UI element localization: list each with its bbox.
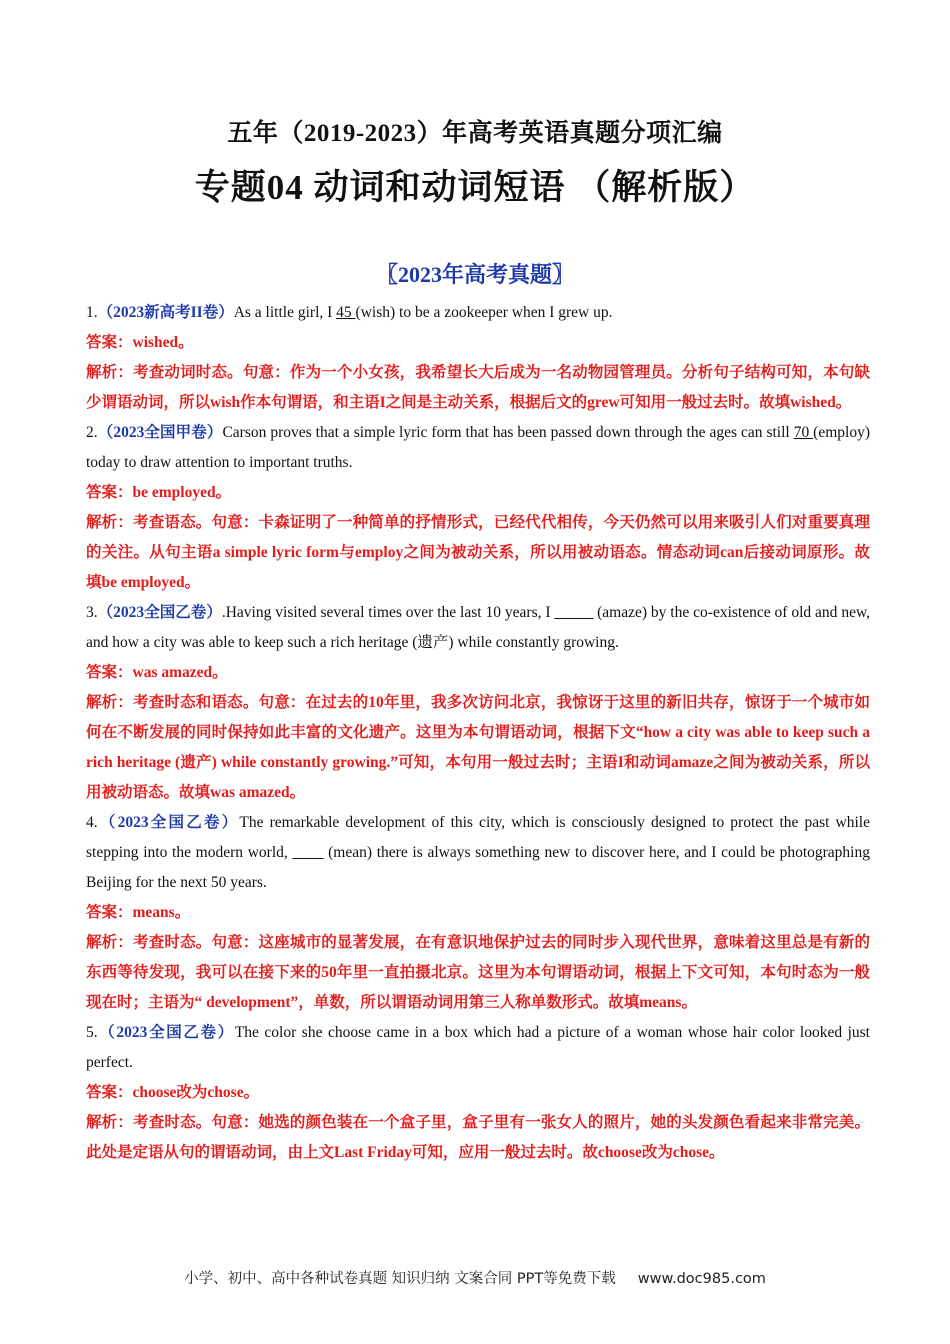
question-item	[86, 808, 870, 1018]
question-text	[86, 298, 870, 328]
question-number: 1.	[86, 304, 98, 321]
question-source: （2023全国甲卷）	[97, 424, 223, 441]
analysis-text: 解析：考查时态。句意：这座城市的显著发展，在有意识地保护过去的同时步入现代世界，意味着这里总是有新的东西等待发现，我可以在接下来的50年里一直拍摄北京。这里为本句谓语动词，根据上下文可知，本句时态为一般现在时；主语为“ development”，单数，所以谓语动词用第三人称单数形式。故填means。	[86, 934, 870, 1011]
question-text	[86, 418, 870, 478]
question-source: （2023全国乙卷）	[97, 1024, 235, 1041]
answer-line: 答案：choose改为chose。	[86, 1084, 260, 1101]
footer-text: 小学、初中、高中各种试卷真题 知识归纳 文案合同 PPT等免费下载	[184, 1271, 616, 1287]
answer-line: 答案：wished。	[86, 334, 194, 351]
question-item	[86, 1018, 870, 1168]
questions-list	[86, 298, 870, 1168]
footer-site-link[interactable]: www.doc985.com	[637, 1271, 766, 1287]
answer-line: 答案：was amazed。	[86, 664, 228, 681]
analysis-text: 解析：考查动词时态。句意：作为一个小女孩，我希望长大后成为一名动物园管理员。分析句子结构可知，本句缺少谓语动词，所以wish作本句谓语，和主语I之间是主动关系，根据后文的grew可知用一般过去时。故填wished。	[86, 364, 870, 411]
question-blank: 45	[336, 304, 356, 321]
question-before: Carson proves that a simple lyric form that has been passed down through the ages can still	[222, 424, 794, 441]
page-footer	[0, 1267, 950, 1288]
question-before: As a little girl, I	[233, 304, 337, 321]
analysis-text: 解析：考查语态。句意：卡森证明了一种简单的抒情形式，已经代代相传，今天仍然可以用来吸引人们对重要真理的关注。从句主语a simple lyric form与employ之间为被动关系，所以用被动语态。情态动词can后接动词原形。故填be employed。	[86, 514, 870, 591]
analysis-text: 解析：考查时态和语态。句意：在过去的10年里，我多次访问北京，我惊讶于这里的新旧共存，惊讶于一个城市如何在不断发展的同时保持如此丰富的文化遗产。这里为本句谓语动词，根据下文“how a city was able to keep such a rich heritage (遗产) while constantly growing.”可知，本句用一般过去时；主语I和动词amaze之间为被动关系，所以用被动语态。故填was amazed。	[86, 694, 870, 801]
question-before: The remarkable development of this city, which is consciously designed to protect the past while stepping into the modern world,	[86, 814, 870, 861]
question-source: （2023全国乙卷）	[97, 814, 240, 831]
question-item	[86, 418, 870, 598]
question-item	[86, 298, 870, 418]
analysis-text: 解析：考查时态。句意：她选的颜色装在一个盒子里，盒子里有一张女人的照片，她的头发颜色看起来非常完美。此处是定语从句的谓语动词，由上文Last Friday可知，应用一般过去时。故choose改为chose。	[86, 1114, 870, 1161]
question-before: The color she choose came in a box which had a picture of a woman whose hair color looked just perfect.	[86, 1024, 870, 1071]
section-heading: 〖2023年高考真题〗	[375, 262, 574, 287]
document-title: 五年（2019-2023）年高考英语真题分项汇编	[227, 120, 723, 147]
question-source: （2023全国乙卷）	[97, 604, 222, 621]
question-after: (amaze) by the co-existence of old and new, and how a city was able to keep such a rich heritage (遗产) while constantly growing.	[86, 604, 871, 651]
question-item	[86, 598, 870, 808]
document-subtitle: 专题04 动词和动词短语 （解析版）	[194, 168, 756, 207]
question-text	[86, 598, 870, 658]
question-text	[86, 1018, 870, 1078]
question-blank: ____	[292, 844, 324, 861]
question-blank: _____	[554, 604, 594, 621]
answer-line: 答案：means。	[86, 904, 191, 921]
question-source: （2023新高考II卷）	[97, 304, 234, 321]
question-number: 3.	[86, 604, 98, 621]
question-blank: 70	[793, 424, 814, 441]
question-after: (employ) today to draw attention to important truths.	[86, 424, 870, 471]
question-after: (wish) to be a zookeeper when I grew up.	[355, 304, 613, 321]
question-after: (mean) there is always something new to discover here, and I could be photographing Beijing for the next 50 years.	[86, 844, 870, 891]
question-number: 2.	[86, 424, 98, 441]
question-number: 4.	[86, 814, 98, 831]
question-text	[86, 808, 870, 898]
question-before: .Having visited several times over the last 10 years, I	[221, 604, 555, 621]
question-number: 5.	[86, 1024, 98, 1041]
answer-line: 答案：be employed。	[86, 484, 232, 501]
